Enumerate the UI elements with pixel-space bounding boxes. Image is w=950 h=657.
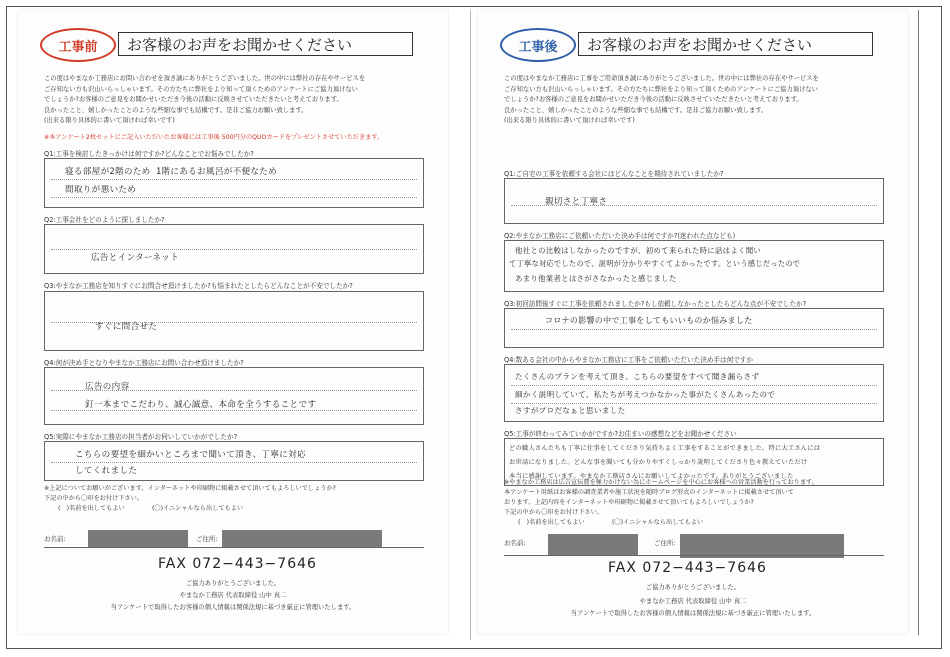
answer-box-3 [44,291,424,351]
redacted-name [548,534,638,556]
answer-2-line-2: て丁寧な対応でしたので、説明が分かりやすくてよかったです。という感じだったので [509,259,801,268]
answer-4-line-2: 釘一本までこだわり、誠心誠意、本命を全うすることです [85,400,317,410]
name-row [504,534,884,550]
badge-after: 工事後 [500,28,576,62]
question-2: Q2:工事会社をどのように探しましたか? [44,216,165,224]
name-label: お名前: [44,535,66,543]
answer-box-5 [44,441,424,481]
answer-box-4 [44,367,424,425]
page-title: お客様のお声をお聞かせください [118,32,413,56]
question-4: Q4:数ある会社の中からやまなか工務店に工事をご依頼いただいた決め手は何ですか [504,356,753,364]
question-1: Q1:ご自宅の工事を依頼する会社にはどんなことを期待されていましたか? [504,170,724,178]
answer-4-line-1: たくさんのプランを考えて頂き、こちらの要望をすべて聞き漏らさず [515,372,760,381]
survey-before-page [18,10,448,634]
answer-2-line-3: あまり他業者とはさがさなかったと感じました [515,274,677,283]
answer-5-line-2: お世話になりました。どんな事を聞いても分かりやすくしっかり説明してくださり色々教えていただけ [509,459,808,466]
answer-1-line-1: 親切さと丁寧さ [545,197,608,207]
answer-4-line-3: さすがプロだなぁと思いました [515,406,626,415]
answer-3-line-1: コロナの影響の中で工事をしてもいいものか悩みました [545,316,753,325]
answer-1-line-1: 寝る部屋が2階のため 1階にあるお風呂が不便なため [65,167,278,177]
answer-box-4 [504,364,884,422]
rule-line [51,410,417,411]
answer-1-line-2: 間取りが悪いため [65,185,137,195]
underline [44,547,424,548]
publish-question: ※上記についてお願いがございます。インターネットや印刷物に掲載させて頂いてもよろしいでしょうか? 下記の中から〇印をお付け下さい。 [44,485,336,502]
answer-3-line-1: すぐに問合せた [95,322,158,332]
company-signature: やまなか工務店 代表取締役 山中 真二 [639,598,747,605]
page-separator [470,10,471,640]
rule-line [51,179,417,180]
name-row [44,530,424,546]
address-label: ご住所: [654,539,676,547]
scan-edge [918,10,919,635]
answer-4-line-1: 広告の内容 [85,382,130,392]
badge-before: 工事前 [40,28,116,62]
question-1: Q1:工事を検討したきっかけは何ですか?どんなことでお悩みでしたか? [44,150,254,158]
page-header [40,28,420,64]
rule-line [511,403,877,404]
fax-number: FAX 072−443−7646 [158,556,317,572]
company-signature: やまなか工務店 代表取締役 山中 真二 [179,592,287,599]
privacy-note: 当アンケートで取得したお客様の個人情報は関係法規に基づき厳正に管理いたします。 [570,610,816,617]
option-name[interactable]: ( )名前を出してもよい [518,519,585,526]
redacted-address [222,530,382,548]
question-2: Q2:やまなか工務店にご依頼いただいた決め手は何ですか?(迷われた点なども) [504,232,736,240]
survey-after-page [478,10,908,634]
answer-5-line-1: どの職人さんたちも丁寧に仕事をしてくださり気持ちよく工事をすることができました。特に大工さんには [509,445,821,452]
name-label: お名前: [504,539,526,547]
option-initial[interactable]: (〇)イニシャルなら出してもよい [612,519,704,526]
option-name[interactable]: ( )名前を出してもよい [58,505,125,512]
rule-line [51,197,417,198]
intro-text: この度はやまなか工務店にお問い合わせを頂き誠にありがとうございました。世の中には弊社の存在やサービスを ご存知ない方も沢山いらっしゃいます。その方たちに弊社をより知って頂くためのアンケートにご協力頂けない でしょうか?お客様のご意見をお聞かせいただき今後の活動に反映させていただきたいと考えております。 良かったこと、嬉しかったことのような些細な事でも結構です。是非ご協力お願い致します。 (出来る限り具体的に書いて頂ければ幸いです) [44,75,366,125]
fax-number: FAX 072−443−7646 [608,560,767,576]
rule-line [511,385,877,386]
answer-2-line-1: 広告とインターネット [91,253,180,263]
question-4: Q4:何が決め手となりやまなか工務店にお問い合わせ頂けましたか? [44,359,244,367]
page-header [500,28,880,64]
privacy-note: 当アンケートで取得したお客様の個人情報は関係法規に基づき厳正に管理いたします。 [110,604,356,611]
rule-line [51,462,417,463]
publish-question: ※やまなか工務店は広告宣伝費を極力かけない為にホームページを中心にお客様への営業活動を行っております。 本アンケート用紙はお客様の調査業者や施工状況を随時ブログ形式のインターネットに掲載させて頂いて おります。上記内容をインターネットや印刷物に掲載させて頂いてもよろしいでしょうか? 下記の中から〇印をお付け下さい。 [504,479,818,516]
answer-2-line-1: 他社との比較はしなかったのですが、初めて来られた時に話はよく聞い [515,246,762,255]
campaign-notice: ※本アンケート2枚セットにご記入いただいたお客様には工事後 500円分のQUOカードをプレゼントさせていただきます。 [44,134,384,141]
answer-5-line-1: こちらの要望を細かいところまで聞いて頂き、丁寧に対応 [75,450,306,460]
redacted-name [88,530,188,548]
answer-4-line-2: 細かく説明していて、私たちが考えつかなかった事がたくさんあったので [515,390,776,399]
option-initial[interactable]: (〇)イニシャルなら出してもよい [152,505,244,512]
answer-box-2 [44,224,424,274]
rule-line [511,329,877,330]
answer-5-line-2: してくれました [75,466,138,476]
question-3: Q3:初回訪問後すぐに工事を依頼されましたか?もし依頼しなかったとしたらどんな点が不安でしたか? [504,300,807,308]
rule-line [51,249,417,250]
answer-box-3 [504,308,884,348]
answer-box-2 [504,240,884,292]
address-label: ご住所: [196,535,218,543]
answer-5-line-3: 本当に感謝しています。やまなか工務店さんにお願いしてよかったです。ありがとうございました [509,473,794,480]
question-3: Q3:やまなか工務店を知りすぐにお問合せ頂けましたか?も悩まれたとしたらどんなことが不安でしたか? [44,282,353,290]
thanks-text: ご協力ありがとうございました。 [645,584,741,591]
thanks-text: ご協力ありがとうございました。 [185,580,281,587]
underline [504,555,884,556]
question-5: Q5:工事が終わってみていかがですか?お住まいの感想などをお聞かせください [504,430,737,438]
question-5: Q5:実際にやまなか工務店の担当者がお伺いしていかがでしたか? [44,433,238,441]
answer-box-1 [504,178,884,224]
answer-box-1 [44,158,424,208]
page-title: お客様のお声をお聞かせください [578,32,873,56]
intro-text: この度はやまなか工務店に工事をご用命頂き誠にありがとうございました。世の中には弊社の存在やサービスを ご存知ない方も沢山いらっしゃいます。その方たちに弊社をより知って頂くためのアンケートにご協力頂けない でしょうか?お客様のご意見をお聞かせいただき今後の活動に反映させていただきたいと考えております。 良かったこと、嬉しかったことのような些細な事でも結構です。是非ご協力お願い致します。 (出来る限り具体的に書いて頂ければ幸いです) [504,75,819,125]
